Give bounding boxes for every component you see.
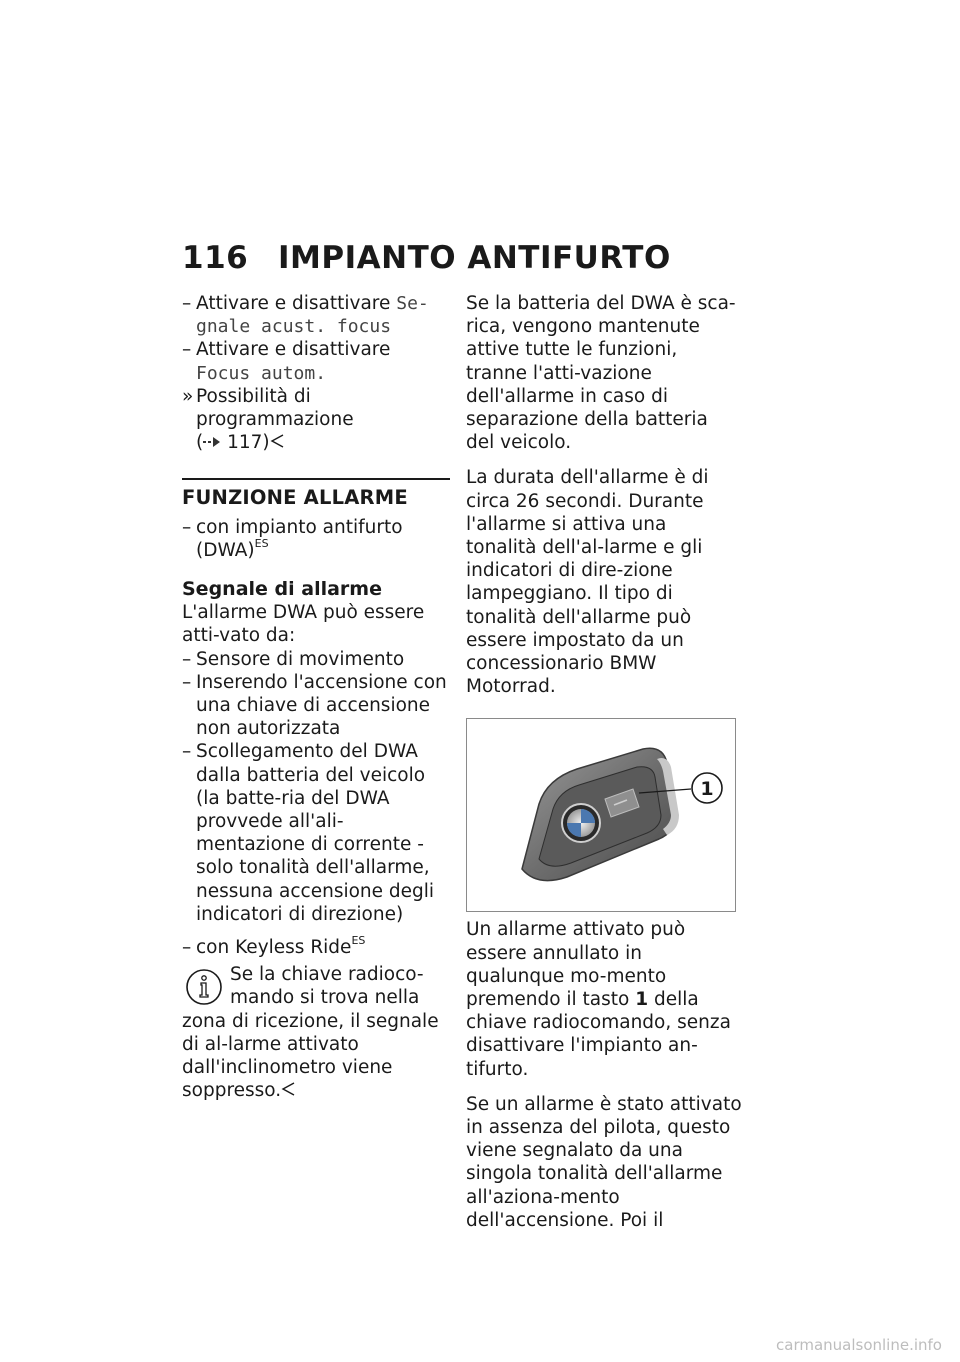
dash-bullet: –	[182, 741, 192, 763]
left-column	[182, 292, 450, 1103]
equipment-superscript: ES	[351, 934, 366, 948]
equipment-superscript: ES	[254, 536, 269, 550]
right-column	[466, 292, 742, 1232]
paragraph	[466, 918, 742, 1080]
condition-item	[182, 936, 450, 959]
paragraph: Se un allarme è stato attivato in assenza del pilota, questo viene segnalato da una singola tonalità dell'allarme all'aziona-mento dell'accensione. Poi il	[466, 1093, 742, 1231]
dash-bullet: –	[182, 516, 192, 538]
dash-bullet: –	[182, 648, 192, 670]
list-item	[182, 338, 450, 384]
end-of-section-icon	[270, 431, 284, 454]
info-icon	[182, 965, 226, 1009]
paragraph-text: Un allarme attivato può essere annullato in qualunque mo-mento premendo il tasto	[466, 919, 686, 1011]
subheading: Segnale di allarme	[182, 578, 382, 601]
list-item-text: Inserendo l'accensione con una chiave di accensione non autorizzata	[196, 671, 447, 740]
display-code: Focus autom.	[196, 362, 327, 384]
key-fob-figure	[466, 718, 736, 912]
page-reference-arrow-icon	[203, 433, 221, 456]
list-item-text: Scollegamento del DWA dalla batteria del veicolo (la batte-ria del DWA provvede all'ali-mentazione di corrente - solo tonalità dell'allarme, nessuna accensione degli indicatori di direzione)	[196, 741, 435, 925]
page-header	[182, 240, 742, 276]
info-note-text: Se la chiave radioco-mando si trova nella zona di ricezione, il segnale di al-larme attivato dall'inclinometro viene soppresso.	[182, 964, 439, 1102]
reference-bullet: »	[182, 385, 194, 407]
page-number: 116	[182, 240, 249, 276]
condition-text: con Keyless Ride	[196, 937, 352, 959]
callout-label: 1	[700, 778, 714, 801]
page-title: IMPIANTO ANTIFURTO	[278, 240, 671, 276]
section-divider	[182, 478, 450, 480]
condition-text: con impianto antifurto (DWA)	[196, 516, 403, 561]
reference-text: Possibilità di programmazione	[196, 385, 354, 431]
paragraph: Se la batteria del DWA è sca-rica, vengono mantenute attive tutte le funzioni, tranne l'atti-vazione dell'allarme in caso di separazione della batteria del veicolo.	[466, 293, 736, 454]
watermark-text: carmanualsonline.info	[776, 1336, 942, 1354]
paren-open: (	[196, 432, 204, 454]
end-of-section-icon	[281, 1079, 295, 1102]
page-reference-link[interactable]: 117)	[227, 432, 270, 454]
paragraph-text: della chiave radiocomando, senza disattivare l'impianto an-tifurto.	[466, 989, 731, 1080]
list-item-text: Sensore di movimento	[196, 648, 405, 670]
dash-bullet: –	[182, 937, 192, 959]
list-item-text: Attivare e disattivare	[196, 293, 397, 314]
info-note	[182, 963, 450, 1102]
dash-bullet: –	[182, 293, 192, 314]
reference-item	[182, 385, 450, 457]
section-title: FUNZIONE ALLARME	[182, 486, 408, 510]
condition-item	[182, 516, 450, 562]
dash-bullet: –	[182, 671, 192, 693]
dash-bullet: –	[182, 339, 192, 361]
key-fob-illustration	[467, 719, 735, 911]
list-item	[182, 292, 450, 338]
display-code: Se-gnale acust. focus	[196, 293, 429, 338]
list-item-text: Attivare e disattivare	[196, 339, 391, 361]
intro-paragraph: L'allarme DWA può essere atti-vato da:	[182, 602, 425, 647]
list-item	[182, 740, 450, 926]
list-item	[182, 671, 450, 741]
key-reference: 1	[635, 989, 649, 1011]
paragraph: La durata dell'allarme è di circa 26 secondi. Durante l'allarme si attiva una tonalità dell'al-larme e gli indicatori di dire-zione lampeggiano. Il tipo di tonalità dell'allarme può essere impostato da un concessionario BMW Motorrad.	[466, 467, 709, 698]
list-item	[182, 648, 450, 671]
